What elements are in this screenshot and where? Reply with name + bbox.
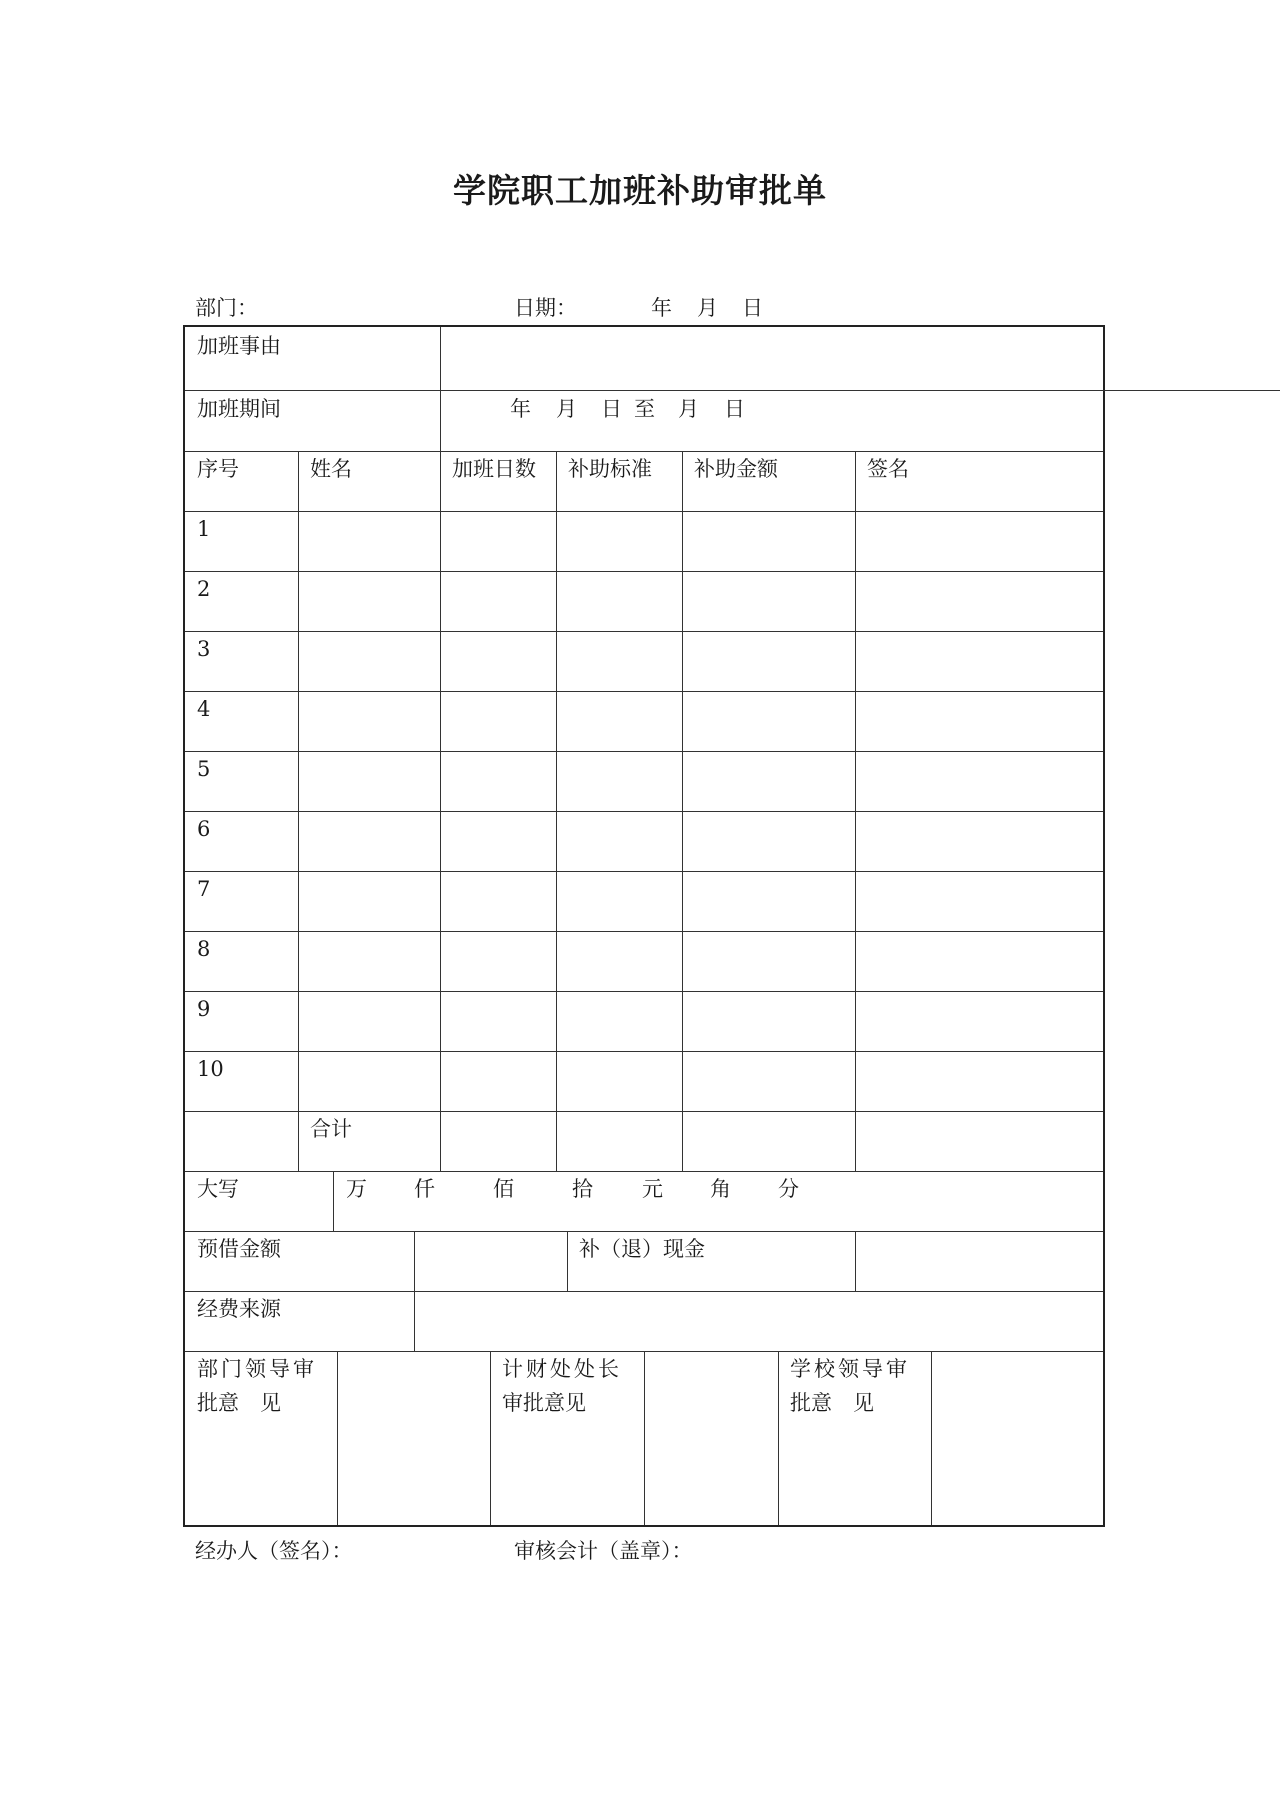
period-day-end: 日 bbox=[724, 397, 745, 421]
col-header-signature: 签名 bbox=[867, 457, 909, 481]
unit-qian: 仟 bbox=[414, 1177, 435, 1201]
row-divider bbox=[185, 751, 1103, 752]
approval-divider-1 bbox=[337, 1351, 338, 1525]
period-year: 年 bbox=[510, 397, 531, 421]
approval-divider-2 bbox=[490, 1351, 491, 1525]
row-index: 10 bbox=[197, 1057, 224, 1081]
approval-form-table bbox=[183, 325, 1105, 1527]
row-index: 9 bbox=[197, 997, 211, 1021]
period-divider bbox=[185, 451, 1103, 452]
row-index: 1 bbox=[197, 517, 211, 541]
date-year-label: 年 bbox=[651, 296, 672, 320]
row-divider bbox=[185, 1051, 1103, 1052]
row-index: 6 bbox=[197, 817, 211, 841]
capital-label: 大写 bbox=[197, 1177, 239, 1201]
auditor-stamp-label: 审核会计（盖章）： bbox=[514, 1539, 693, 1563]
reason-divider bbox=[440, 390, 1280, 391]
school-approval-line2: 批意 见 bbox=[790, 1391, 874, 1415]
handler-signature-label: 经办人（签名）： bbox=[195, 1539, 353, 1563]
period-month-start: 月 bbox=[556, 397, 577, 421]
row-divider bbox=[185, 811, 1103, 812]
row-index: 4 bbox=[197, 697, 211, 721]
row-divider bbox=[185, 631, 1103, 632]
col-header-index: 序号 bbox=[197, 457, 239, 481]
advance-divider-1 bbox=[414, 1231, 415, 1291]
row-index: 3 bbox=[197, 637, 211, 661]
date-month-label: 月 bbox=[697, 296, 718, 320]
finance-approval-line1: 计财处处长 bbox=[502, 1357, 622, 1381]
capital-divider bbox=[333, 1171, 334, 1231]
row-divider bbox=[185, 871, 1103, 872]
dept-approval-line1: 部门领导审 bbox=[197, 1357, 317, 1381]
dept-approval-line2: 批意 见 bbox=[197, 1391, 281, 1415]
col-header-amount: 补助金额 bbox=[694, 457, 778, 481]
advance-label: 预借金额 bbox=[197, 1237, 281, 1261]
reason-period-divider bbox=[440, 327, 441, 451]
approval-divider-4 bbox=[778, 1351, 779, 1525]
finance-approval-line2: 审批意见 bbox=[502, 1391, 586, 1415]
capital-bottom-divider bbox=[185, 1231, 1103, 1232]
dept-label: 部门： bbox=[195, 296, 258, 320]
row-index: 8 bbox=[197, 937, 211, 961]
approval-divider-5 bbox=[931, 1351, 932, 1525]
reason-divider-left bbox=[185, 390, 440, 391]
row-index: 5 bbox=[197, 757, 211, 781]
reason-label: 加班事由 bbox=[197, 334, 281, 358]
row-divider bbox=[185, 991, 1103, 992]
period-month-end: 月 bbox=[678, 397, 699, 421]
col-header-days: 加班日数 bbox=[452, 457, 536, 481]
unit-jiao: 角 bbox=[710, 1177, 731, 1201]
period-to: 至 bbox=[634, 397, 655, 421]
form-title: 学院职工加班补助审批单 bbox=[453, 171, 827, 210]
header-row-divider bbox=[185, 511, 1103, 512]
period-label: 加班期间 bbox=[197, 397, 281, 421]
date-day-label: 日 bbox=[742, 296, 763, 320]
row-index: 2 bbox=[197, 577, 211, 601]
row-divider bbox=[185, 1111, 1103, 1112]
unit-fen: 分 bbox=[778, 1177, 799, 1201]
period-day-start: 日 bbox=[601, 397, 622, 421]
row-index: 7 bbox=[197, 877, 211, 901]
date-label: 日期： bbox=[514, 296, 577, 320]
advance-divider-2 bbox=[567, 1231, 568, 1291]
row-divider bbox=[185, 571, 1103, 572]
unit-yuan: 元 bbox=[642, 1177, 663, 1201]
funding-divider bbox=[414, 1291, 415, 1351]
funding-label: 经费来源 bbox=[197, 1297, 281, 1321]
unit-shi: 拾 bbox=[572, 1177, 593, 1201]
school-approval-line1: 学校领导审 bbox=[790, 1357, 910, 1381]
col-header-name: 姓名 bbox=[310, 457, 352, 481]
approval-divider-3 bbox=[644, 1351, 645, 1525]
unit-bai: 佰 bbox=[493, 1177, 514, 1201]
advance-divider-3 bbox=[855, 1231, 856, 1291]
total-label: 合计 bbox=[310, 1117, 352, 1141]
advance-bottom-divider bbox=[185, 1291, 1103, 1292]
col-header-standard: 补助标准 bbox=[568, 457, 652, 481]
total-divider bbox=[185, 1171, 1103, 1172]
row-divider bbox=[185, 931, 1103, 932]
refund-label: 补（退）现金 bbox=[579, 1237, 705, 1261]
row-divider bbox=[185, 691, 1103, 692]
unit-wan: 万 bbox=[346, 1177, 367, 1201]
